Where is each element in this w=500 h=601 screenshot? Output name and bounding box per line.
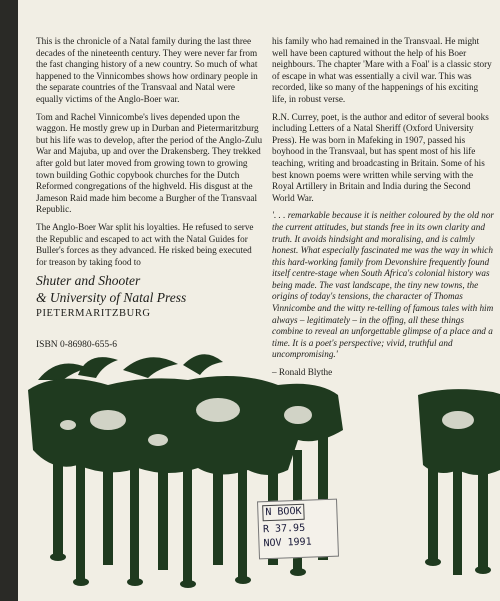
sticker-line-1: N BOOK: [262, 504, 305, 521]
isbn-number: ISBN 0-86980-655-6: [36, 340, 118, 350]
blurb-paragraph-4: his family who had remained in the Transvaal. He might well have been captured without the help of his Boer neighbours. The chapter 'Mare with a Foal' is a classic story of escape in what was essentially a civil war. This was recorded, like so many of the happenings of his exciting life, in robust verse.: [272, 36, 492, 104]
library-price-sticker: [257, 499, 339, 560]
right-text-column: [272, 36, 494, 385]
blurb-paragraph-3: The Anglo-Boer War split his loyalties. He refused to serve the Republic and escaped to act with the Natal Guides for Buller's forces as they advanced. He risked being executed for treason by taking food to: [36, 221, 254, 267]
blurb-paragraph-1: This is the chronicle of a Natal family during the last three decades of the nineteenth century. They were never far from the fast changing history of a new country. So much of what happened to the Vinnicombes shows how ordinary people in the separate countries of the Transvaal and Natal were equally victims of the Anglo-Boer war.: [36, 36, 258, 104]
sticker-line-2: R 37.95: [262, 522, 306, 536]
left-text-column: [36, 36, 264, 274]
back-cover: [18, 0, 500, 601]
publisher-city: PIETERMARITZBURG: [36, 308, 151, 319]
sticker-line-3: NOV 1991: [263, 536, 312, 550]
publisher-line-2: & University of Natal Press: [36, 290, 187, 305]
blurb-paragraph-2: Tom and Rachel Vinnicombe's lives depended upon the waggon. He mostly grew up in Durban and Pietermaritzburg but his life was to develop, after the period of the Anglo-Zulu War and Majuba, up and over the Drakensberg. They trekked after gold but later moved from growing town to growing town building Gothic copybook churches for the Dutch Reformed congregations of the highveld. His disgust at the Jameson Raid made him become a Burgher of the Transvaal Republic.: [36, 111, 263, 215]
review-quote: '. . . remarkable because it is neither coloured by the old nor the current attitudes, but stands free in its own clarity and truth. It avoids hindsight and moralising, and is calmly honest. What especially fascinated me was the way in which this hard-working family from Devonshire frequently found itself centre-stage when South Africa's colonial history was being made. The vast landscape, the tiny new towns, the origins of today's tensions, the character of Thomas Vinnicombe and the witty re-telling of famous tales with him always – legitimately – in the offing, all these things combine to reveal an unforgettable glimpse of a place and a time. It is a poet's perspective; vivid, truthful and uncompromising.': [272, 210, 494, 360]
publisher-line-1: Shuter and Shooter: [36, 273, 141, 288]
ox-team-illustration: [18, 350, 500, 601]
author-bio: R.N. Currey, poet, is the author and editor of several books including Letters of a Natal Sheriff (Oxford University Press). He was born in Mafeking in 1907, passed his boyhood in the Transvaal, but has spent most of his life teaching, writing and broadcasting in Britain. Some of his best known poems were written while serving with the Royal Artillery in Britain and India during the Second World War.: [272, 111, 489, 203]
review-attribution: – Ronald Blythe: [272, 367, 333, 378]
publisher-name: [36, 272, 186, 306]
